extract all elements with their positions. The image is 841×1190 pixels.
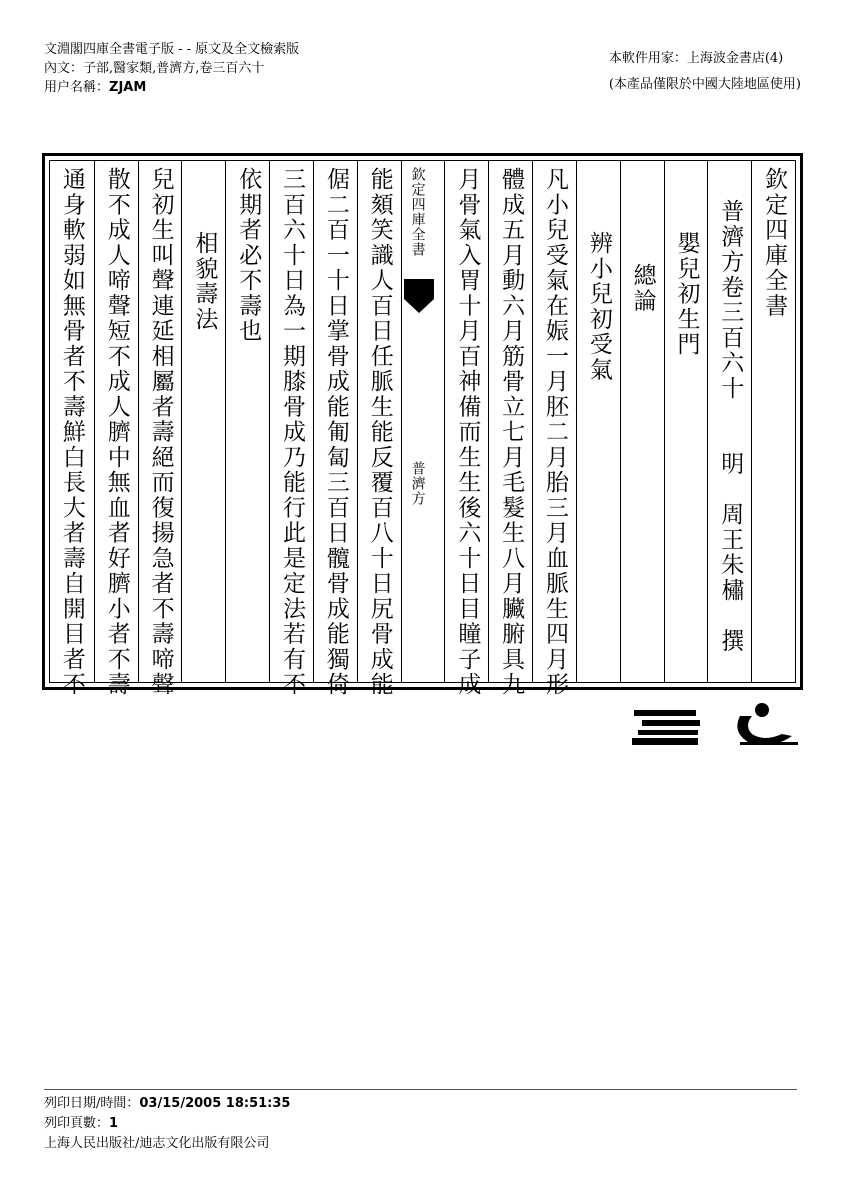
user-label: 用户名稱： xyxy=(44,80,110,95)
fish-tail-point-icon xyxy=(404,299,434,313)
fish-tail-mark-icon xyxy=(404,279,434,299)
header-left xyxy=(44,40,299,97)
user-line xyxy=(44,78,299,97)
column-text: 三百六十日為一期膝骨成乃能行此是定法若有不 xyxy=(279,167,306,698)
column-text: 欽定四庫全書 xyxy=(761,167,788,319)
banner-book-name: 普濟方 xyxy=(409,461,426,506)
user-name: ZJAM xyxy=(109,80,147,95)
column-text: 依期者必不壽也 xyxy=(235,167,262,344)
edition-title: 文淵閣四庫全書電子版 - - 原文及全文檢索版 xyxy=(44,42,300,57)
brush-logo-icon xyxy=(737,703,798,745)
text-column xyxy=(532,161,576,698)
print-date-value: 03/15/2005 18:51:35 xyxy=(139,1096,291,1111)
text-grid xyxy=(49,160,796,698)
text-column xyxy=(576,161,620,682)
text-column xyxy=(181,161,225,682)
text-column xyxy=(707,161,751,682)
print-pages-label: 列印頁數： xyxy=(44,1116,110,1131)
region-restriction: (本產品僅限於中國大陸地區使用) xyxy=(608,77,801,92)
text-column xyxy=(357,161,401,698)
footer-divider xyxy=(44,1089,797,1090)
column-text: 相貌壽法 xyxy=(191,231,218,332)
text-column xyxy=(313,161,357,698)
publisher-name: 上海人民出版社/迪志文化出版有限公司 xyxy=(44,1136,270,1151)
column-text: 辨小兒初受氣 xyxy=(585,231,612,383)
banner-title: 欽定四庫全書 xyxy=(409,167,426,257)
header-right xyxy=(609,46,801,98)
text-column xyxy=(138,161,182,698)
column-text: 通身軟弱如無骨者不壽鮮白長大者壽自開目者不 xyxy=(58,167,85,698)
column-text: 嬰兒初生門 xyxy=(673,231,700,358)
text-column xyxy=(444,161,488,698)
text-column xyxy=(269,161,313,698)
print-pages-value: 1 xyxy=(109,1116,119,1131)
text-column xyxy=(620,161,664,682)
text-column xyxy=(225,161,269,682)
text-column xyxy=(664,161,708,682)
page-frame xyxy=(42,153,803,698)
column-text: 體成五月動六月筋骨立七月毛髮生八月臟腑具九 xyxy=(498,167,525,698)
text-column xyxy=(751,161,795,682)
column-text: 能頦笑識人百日任脈生能反覆百八十日尻骨成能 xyxy=(366,167,393,698)
footer xyxy=(44,1094,290,1154)
column-text: 倨二百一十日掌骨成能匍匐三百日髖骨成能獨倚 xyxy=(322,167,349,698)
column-text: 總論 xyxy=(629,263,656,314)
text-column xyxy=(94,161,138,698)
print-pages-line xyxy=(44,1114,290,1134)
content-path: 內文：子部,醫家類,普濟方,卷三百六十 xyxy=(44,61,265,76)
text-column xyxy=(50,161,94,698)
license-holder: 本軟件用家：上海波金書店(4) xyxy=(608,51,784,66)
column-text: 普濟方卷三百六十 明 周王朱橚 撰 xyxy=(717,199,744,654)
print-date-label: 列印日期/時間： xyxy=(44,1096,140,1111)
column-text: 月骨氣入胃十月百神備而生生後六十日目瞳子成 xyxy=(454,167,481,698)
text-column xyxy=(488,161,532,698)
banner-column xyxy=(401,161,445,682)
column-text: 凡小兒受氣在娠一月胚二月胎三月血脈生四月形 xyxy=(541,167,568,698)
column-text: 散不成人啼聲短不成人臍中無血者好臍小者不壽 xyxy=(103,167,130,698)
publisher-logo xyxy=(632,702,802,750)
book-stack-icon xyxy=(632,710,700,745)
column-text: 兒初生叫聲連延相屬者壽絕而復揚急者不壽啼聲 xyxy=(147,167,174,698)
print-date-line xyxy=(44,1094,290,1114)
